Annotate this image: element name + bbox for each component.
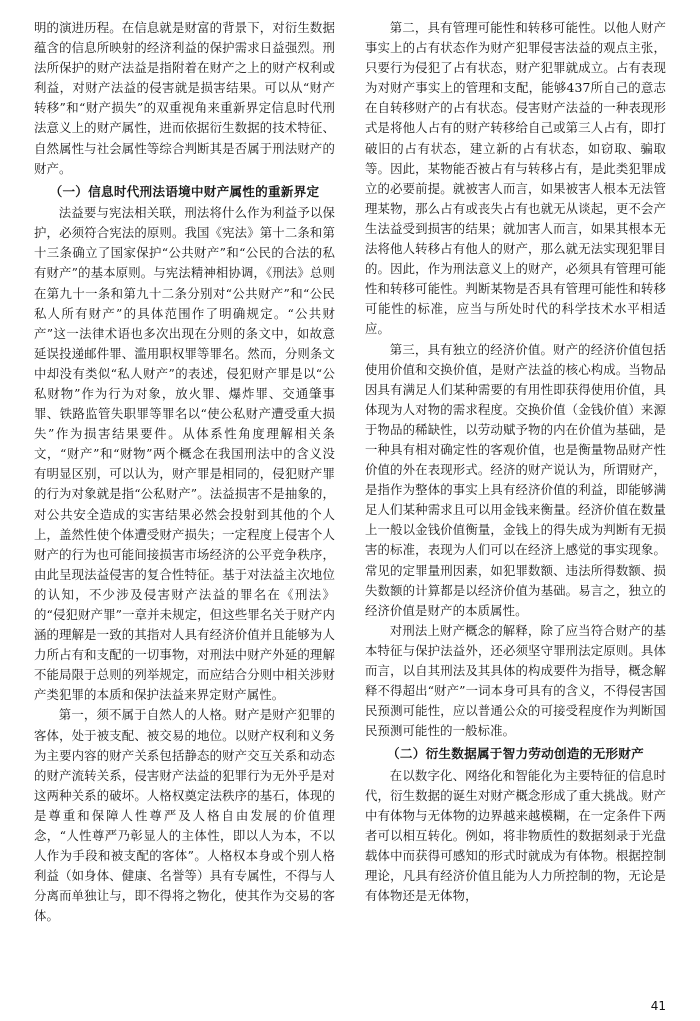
right-column <box>365 18 666 978</box>
two-column-body <box>34 18 666 978</box>
paragraph: 对刑法上财产概念的解释，除了应当符合财产的基本特征与保护法益外，还必须坚守罪刑法定原则。具体而言，以自其刑法及其具体的构成要件为指导，概念解释不得超出“财产”一词本身可具有的含义，不得侵害国民预测可能性，应以普通公众的可接受程度作为判断国民预测可能性的一般标准。 <box>365 622 666 739</box>
left-column <box>34 18 335 978</box>
paragraph: 法益要与宪法相关联，刑法将什么作为利益予以保护，必须符合宪法的原则。我国《宪法》第十二条和第十三条确立了国家保护“公共财产”和“公民的合法的私有财产”的基本原则。与宪法精神相协调，《刑法》总则在第九十一条和第九十二条分别对“公共财产”和“公民私人所有财产”的具体范围作了明确规定。“公共财产”这一法律术语也多次出现在分则的条文中，如故意延误投递邮件罪、滥用职权罪等罪名。然而，分则条文中却没有类似“私人财产”的表述，侵犯财产罪是以“公私财物”作为行为对象，放火罪、爆炸罪、交通肇事罪、铁路监管失职罪等罪名以“使公私财产遭受重大损失”作为损害结果要件。从体系性角度理解相关条文，“财产”和“财物”两个概念在我国刑法中的含义没有明显区别，可以认为，财产罪是相同的，侵犯财产罪的行为对象就是指“公私财产”。法益损害不是抽象的，对公共安全造成的实害结果必然会投射到其他的个人上，盖然性使个体遭受财产损失；一定程度上侵害个人财产的行为也可能间接损害市场经济的公平竞争秩序，由此呈现法益侵害的复合性特征。基于对法益主次地位的认知，不少涉及侵害财产法益的罪名在《刑法》的“侵犯财产罪”一章并未规定，但这些罪名关于财产内涵的理解是一致的其指对人具有经济价值并且能够为人力所占有和支配的一切事物，对刑法中财产外延的理解不能局限于总则的列举规定，而应结合分则中相关涉财产类犯罪的本质和保护法益来界定财产属性。 <box>34 205 335 703</box>
paragraph: 明的演进历程。在信息就是财富的背景下，对衍生数据蕴含的信息所映射的经济利益的保护需求日益强烈。刑法所保护的财产法益是指附着在财产之上的财产权利或利益，对财产法益的侵害就是损害结果。可以从“财产转移”和“财产损失”的双重视角来重新界定信息时代刑法意义上的财产属性，进而依据衍生数据的技术特征、自然属性与社会属性等综合判断其是否属于刑法财产的财产。 <box>34 20 335 176</box>
paragraph: 第二，具有管理可能性和转移可能性。以他人财产事实上的占有状态作为财产犯罪侵害法益的观点主张，只要行为侵犯了占有状态，财产犯罪就成立。占有表现为对财产事实上的管理和支配，能够437所自己的意志在自转移财产的占有状态。侵害财产法益的一种表现形式是将他人占有的财产转移给自己或第三人占有，即打破旧的占有状态，建立新的占有状态，如窃取、骗取等。因此，某物能否被占有与转移占有，是此类犯罪成立的必要前提。就被害人而言，如果被害人根本无法管理某物，那么占有或丧失占有也就无从谈起，更不会产生法益受到损害的结果；就加害人而言，如果其根本无法将他人转移占有他人的财产，那么就无法实现犯罪目的。因此，作为刑法意义上的财产，必须具有管理可能性和转移可能性。判断某物是否具有管理可能性和转移可能性的标准，应当与所处时代的科学技术水平相适应。 <box>365 20 666 337</box>
paragraph: 在以数字化、网络化和智能化为主要特征的信息时代，衍生数据的诞生对财产概念形成了重大挑战。财产中有体物与无体物的边界越来越模糊，在一定条件下两者可以相互转化。例如，将非物质性的数据刻录于光盘载体中而获得可感知的形式时就成为有体物。根据控制理论，凡具有经济价值且能为人力所控制的物，无论是有体物还是无体物， <box>365 767 666 904</box>
paragraph: 第三，具有独立的经济价值。财产的经济价值包括使用价值和交换价值，是财产法益的核心构成。当物品因具有满足人们某种需要的有用性即获得使用价值，具体现为人对物的需求程度。交换价值（金钱价值）来源于物品的稀缺性，以劳动赋予物的内在价值为基础，是一种具有相对确定性的客观价值，也是衡量物品财产性价值的外在表现形式。经济的财产说认为，所谓财产，是指作为整体的事实上具有经济价值的利益，即能够满足人们某种需求且可以用金钱来衡量。经济价值在数量上一般以金钱价值衡量，金钱上的得失成为判断有无损害的标准，表现为人们可以在经济上感觉的事实现象。常见的定罪量刑因素，如犯罪数额、违法所得数额、损失数额的计算都是以经济价值为基础。易言之，独立的经济价值是财产的本质属性。 <box>365 341 666 618</box>
page-number: 41 <box>650 999 666 1013</box>
section-heading: （一）信息时代刑法语境中财产属性的重新界定 <box>49 183 320 199</box>
section-heading: （二）衍生数据属于智力劳动创造的无形财产 <box>387 746 644 762</box>
paragraph: 第一，须不属于自然人的人格。财产是财产犯罪的客体，处于被支配、被交易的地位。以财产权利和义务为主要内容的财产关系包括静态的财产交互关系和动态的财产流转关系，侵害财产法益的犯罪行为无外乎是对这两种关系的破坏。人格权奠定法秩序的基石，体现的是尊重和保障人性尊严及人格自由发展的价值理念，“人性尊严乃彰显人的主体性，即以人为本，不以人作为手段和被支配的客体”。人格权本身或个别人格利益（如身体、健康、名誉等）具有专属性，不得与人分离而单独让与，即不得将之物化，使其作为交易的客体。 <box>34 707 335 924</box>
